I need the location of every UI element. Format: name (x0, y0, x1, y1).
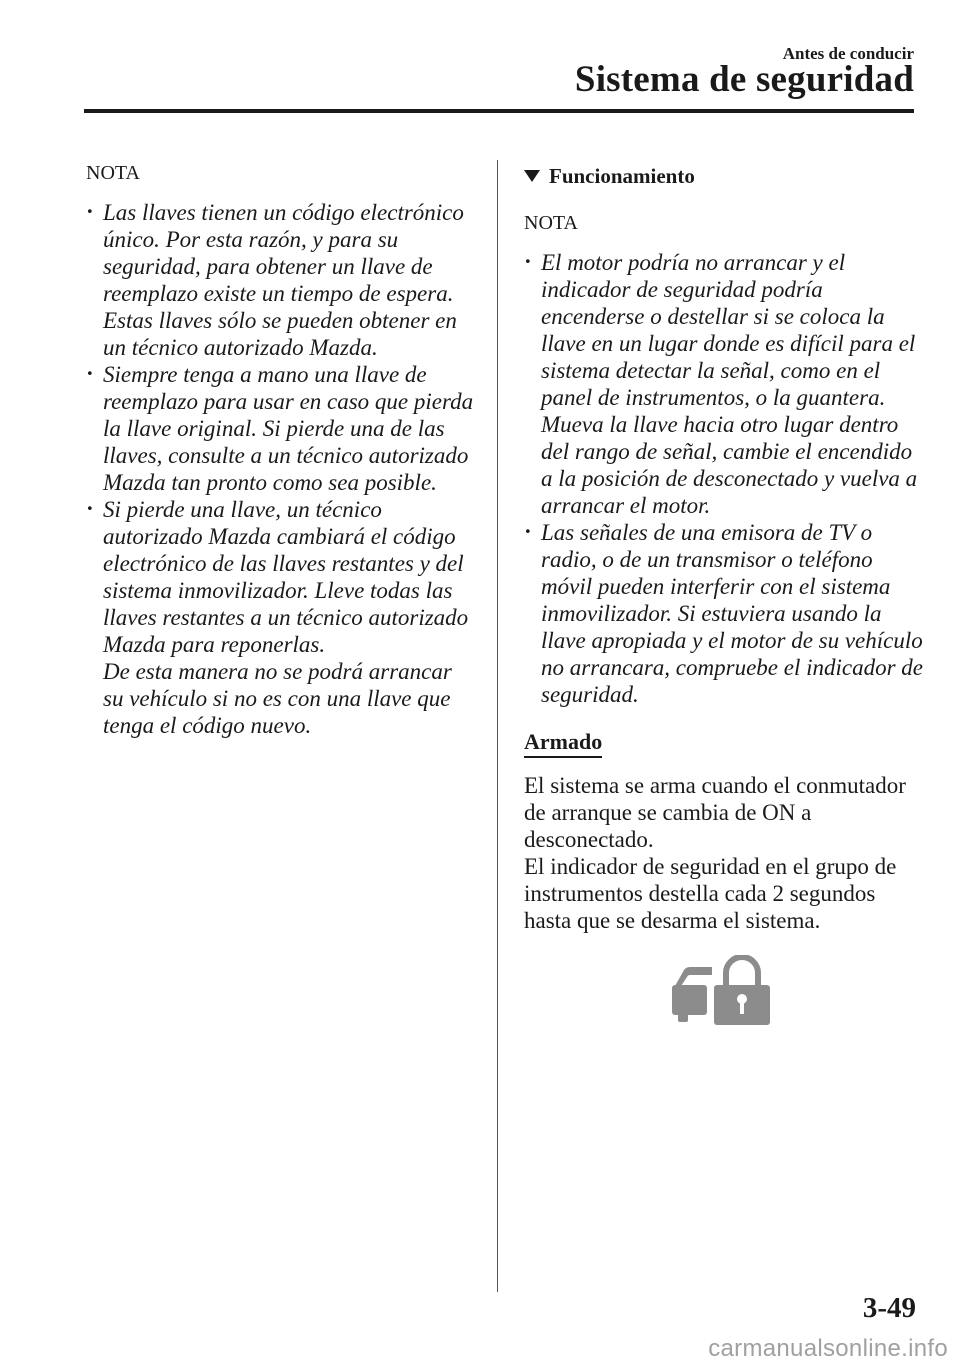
body-paragraph: El sistema se arma cuando el conmutador de arranque se cambia de ON a desconectado. (524, 773, 906, 852)
note-item: · Si pierde una llave, un técnico autorizado Mazda cambiará el código electrónico de las llaves restantes y del sistema inmovilizador. Lleve todas las llaves restantes a un técnico autorizado Mazda para reponerlas. De esta manera no se podrá arrancar su vehículo si no es con una llave que tenga el código nuevo. (86, 496, 476, 739)
note-item: · El motor podría no arrancar y el indicador de seguridad podría encenderse o destellar si se coloca la llave en un lugar donde es difícil para el sistema detectar la señal, como en el panel de instrumentos, o la guantera. Mueva la llave hacia otro lugar dentro del rango de señal, cambie el encendido a la posición de desconectado y vuelva a arrancar el motor. (524, 249, 924, 519)
page-number: 3-49 (862, 1292, 916, 1324)
header-rule (84, 109, 914, 113)
note-item: · Siempre tenga a mano una llave de reemplazo para usar en caso que pierda la llave original. Si pierde una de las llaves, consulte a un técnico autorizado Mazda tan pronto como sea posible. (86, 361, 476, 496)
header-section-label: Antes de conducir (782, 44, 914, 63)
watermark: carmanualsonline.info (708, 1335, 948, 1362)
left-column (86, 160, 476, 739)
section-heading (524, 163, 924, 190)
sub-heading: Armado (524, 728, 602, 758)
body-paragraph: El indicador de seguridad en el grupo de instrumentos destella cada 2 segundos hasta que se desarma el sistema. (524, 854, 897, 933)
note-item: · Las llaves tienen un código electrónico único. Por esta razón, y para su seguridad, para obtener un llave de reemplazo existe un tiempo de espera. Estas llaves sólo se pueden obtener en un técnico autorizado Mazda. (86, 199, 476, 361)
note-label: NOTA (524, 212, 578, 234)
column-divider (497, 160, 498, 1292)
page-title: Sistema de seguridad (574, 59, 914, 100)
triangle-bullet-icon (524, 170, 540, 182)
right-column (524, 160, 924, 934)
note-item: · Las señales de una emisora de TV o radio, o de un transmisor o teléfono móvil pueden interferir con el sistema inmovilizador. Si estuviera usando la llave apropiada y el motor de su vehículo no arrancara, compruebe el indicador de seguridad. (524, 519, 924, 708)
section-heading-text: Funcionamiento (549, 164, 695, 188)
note-label: NOTA (86, 162, 140, 184)
note-list (86, 199, 476, 739)
car-lock-icon (672, 955, 772, 1025)
note-list (524, 249, 924, 708)
